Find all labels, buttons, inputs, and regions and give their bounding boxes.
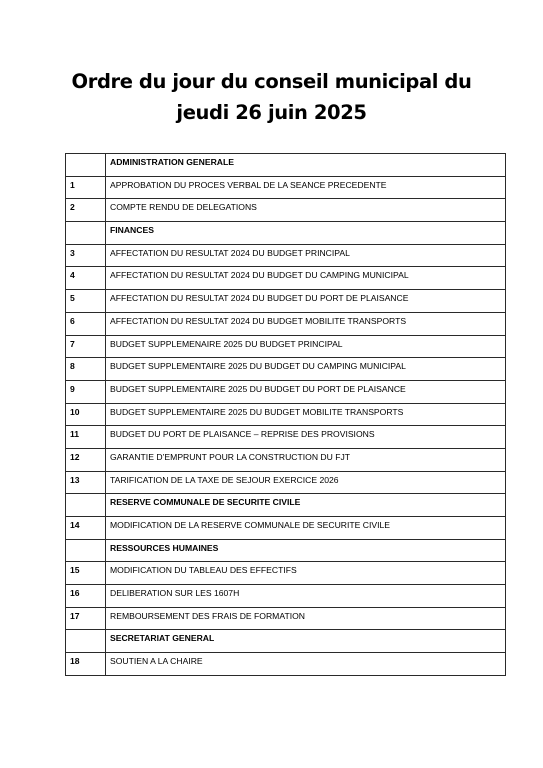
agenda-item-row [66, 312, 506, 335]
agenda-item-row [66, 426, 506, 449]
agenda-section-heading: RESERVE COMMUNALE DE SECURITE CIVILE [106, 494, 506, 517]
agenda-item-row [66, 448, 506, 471]
agenda-item-label: SOUTIEN A LA CHAIRE [106, 653, 506, 676]
agenda-item-number: 16 [66, 585, 106, 608]
agenda-item-number: 4 [66, 267, 106, 290]
agenda-item-number: 14 [66, 517, 106, 540]
agenda-item-number [66, 222, 106, 245]
page-title [0, 66, 543, 128]
agenda-item-row [66, 244, 506, 267]
page-title-line-2: jeudi 26 juin 2025 [176, 101, 367, 124]
agenda-item-row [66, 471, 506, 494]
agenda-section-heading: FINANCES [106, 222, 506, 245]
agenda-item-row [66, 267, 506, 290]
agenda-item-label: AFFECTATION DU RESULTAT 2024 DU BUDGET DU CAMPING MUNICIPAL [106, 267, 506, 290]
agenda-item-number: 11 [66, 426, 106, 449]
agenda-section-row [66, 539, 506, 562]
agenda-item-row [66, 199, 506, 222]
agenda-item-number: 7 [66, 335, 106, 358]
agenda-item-number: 10 [66, 403, 106, 426]
agenda-item-label: BUDGET SUPPLEMENTAIRE 2025 DU BUDGET DU CAMPING MUNICIPAL [106, 358, 506, 381]
agenda-item-number: 3 [66, 244, 106, 267]
agenda-item-number: 15 [66, 562, 106, 585]
agenda-item-number: 12 [66, 448, 106, 471]
page-title-line-1: Ordre du jour du conseil municipal du [71, 70, 472, 93]
agenda-item-row [66, 358, 506, 381]
agenda-item-label: AFFECTATION DU RESULTAT 2024 DU BUDGET DU PORT DE PLAISANCE [106, 290, 506, 313]
agenda-section-row [66, 494, 506, 517]
agenda-item-number: 13 [66, 471, 106, 494]
agenda-item-number [66, 539, 106, 562]
agenda-item-row [66, 562, 506, 585]
agenda-item-row [66, 607, 506, 630]
agenda-item-label: BUDGET SUPPLEMENTAIRE 2025 DU BUDGET MOBILITE TRANSPORTS [106, 403, 506, 426]
agenda-table-body [66, 154, 506, 676]
agenda-item-number: 17 [66, 607, 106, 630]
agenda-item-label: COMPTE RENDU DE DELEGATIONS [106, 199, 506, 222]
agenda-item-number: 18 [66, 653, 106, 676]
agenda-item-row [66, 335, 506, 358]
agenda-item-number: 2 [66, 199, 106, 222]
agenda-item-label: BUDGET SUPPLEMENTAIRE 2025 DU BUDGET DU PORT DE PLAISANCE [106, 380, 506, 403]
agenda-item-label: MODIFICATION DU TABLEAU DES EFFECTIFS [106, 562, 506, 585]
agenda-item-row [66, 176, 506, 199]
agenda-table [65, 153, 506, 676]
agenda-section-row [66, 222, 506, 245]
agenda-item-number: 8 [66, 358, 106, 381]
agenda-section-row [66, 154, 506, 177]
agenda-item-label: BUDGET SUPPLEMENAIRE 2025 DU BUDGET PRINCIPAL [106, 335, 506, 358]
agenda-item-number [66, 494, 106, 517]
agenda-section-heading: SECRETARIAT GENERAL [106, 630, 506, 653]
agenda-item-label: AFFECTATION DU RESULTAT 2024 DU BUDGET PRINCIPAL [106, 244, 506, 267]
agenda-item-row [66, 653, 506, 676]
agenda-item-row [66, 585, 506, 608]
agenda-item-number [66, 630, 106, 653]
agenda-item-label: GARANTIE D’EMPRUNT POUR LA CONSTRUCTION DU FJT [106, 448, 506, 471]
agenda-item-row [66, 290, 506, 313]
agenda-item-label: DELIBERATION SUR LES 1607H [106, 585, 506, 608]
agenda-item-number: 5 [66, 290, 106, 313]
agenda-item-number [66, 154, 106, 177]
agenda-item-label: AFFECTATION DU RESULTAT 2024 DU BUDGET MOBILITE TRANSPORTS [106, 312, 506, 335]
agenda-item-number: 6 [66, 312, 106, 335]
agenda-item-row [66, 517, 506, 540]
agenda-item-row [66, 380, 506, 403]
agenda-item-label: APPROBATION DU PROCES VERBAL DE LA SEANCE PRECEDENTE [106, 176, 506, 199]
agenda-item-row [66, 403, 506, 426]
agenda-item-label: TARIFICATION DE LA TAXE DE SEJOUR EXERCICE 2026 [106, 471, 506, 494]
agenda-item-label: REMBOURSEMENT DES FRAIS DE FORMATION [106, 607, 506, 630]
agenda-item-number: 1 [66, 176, 106, 199]
agenda-section-row [66, 630, 506, 653]
agenda-item-label: BUDGET DU PORT DE PLAISANCE – REPRISE DES PROVISIONS [106, 426, 506, 449]
agenda-section-heading: RESSOURCES HUMAINES [106, 539, 506, 562]
agenda-item-number: 9 [66, 380, 106, 403]
agenda-item-label: MODIFICATION DE LA RESERVE COMMUNALE DE SECURITE CIVILE [106, 517, 506, 540]
agenda-section-heading: ADMINISTRATION GENERALE [106, 154, 506, 177]
